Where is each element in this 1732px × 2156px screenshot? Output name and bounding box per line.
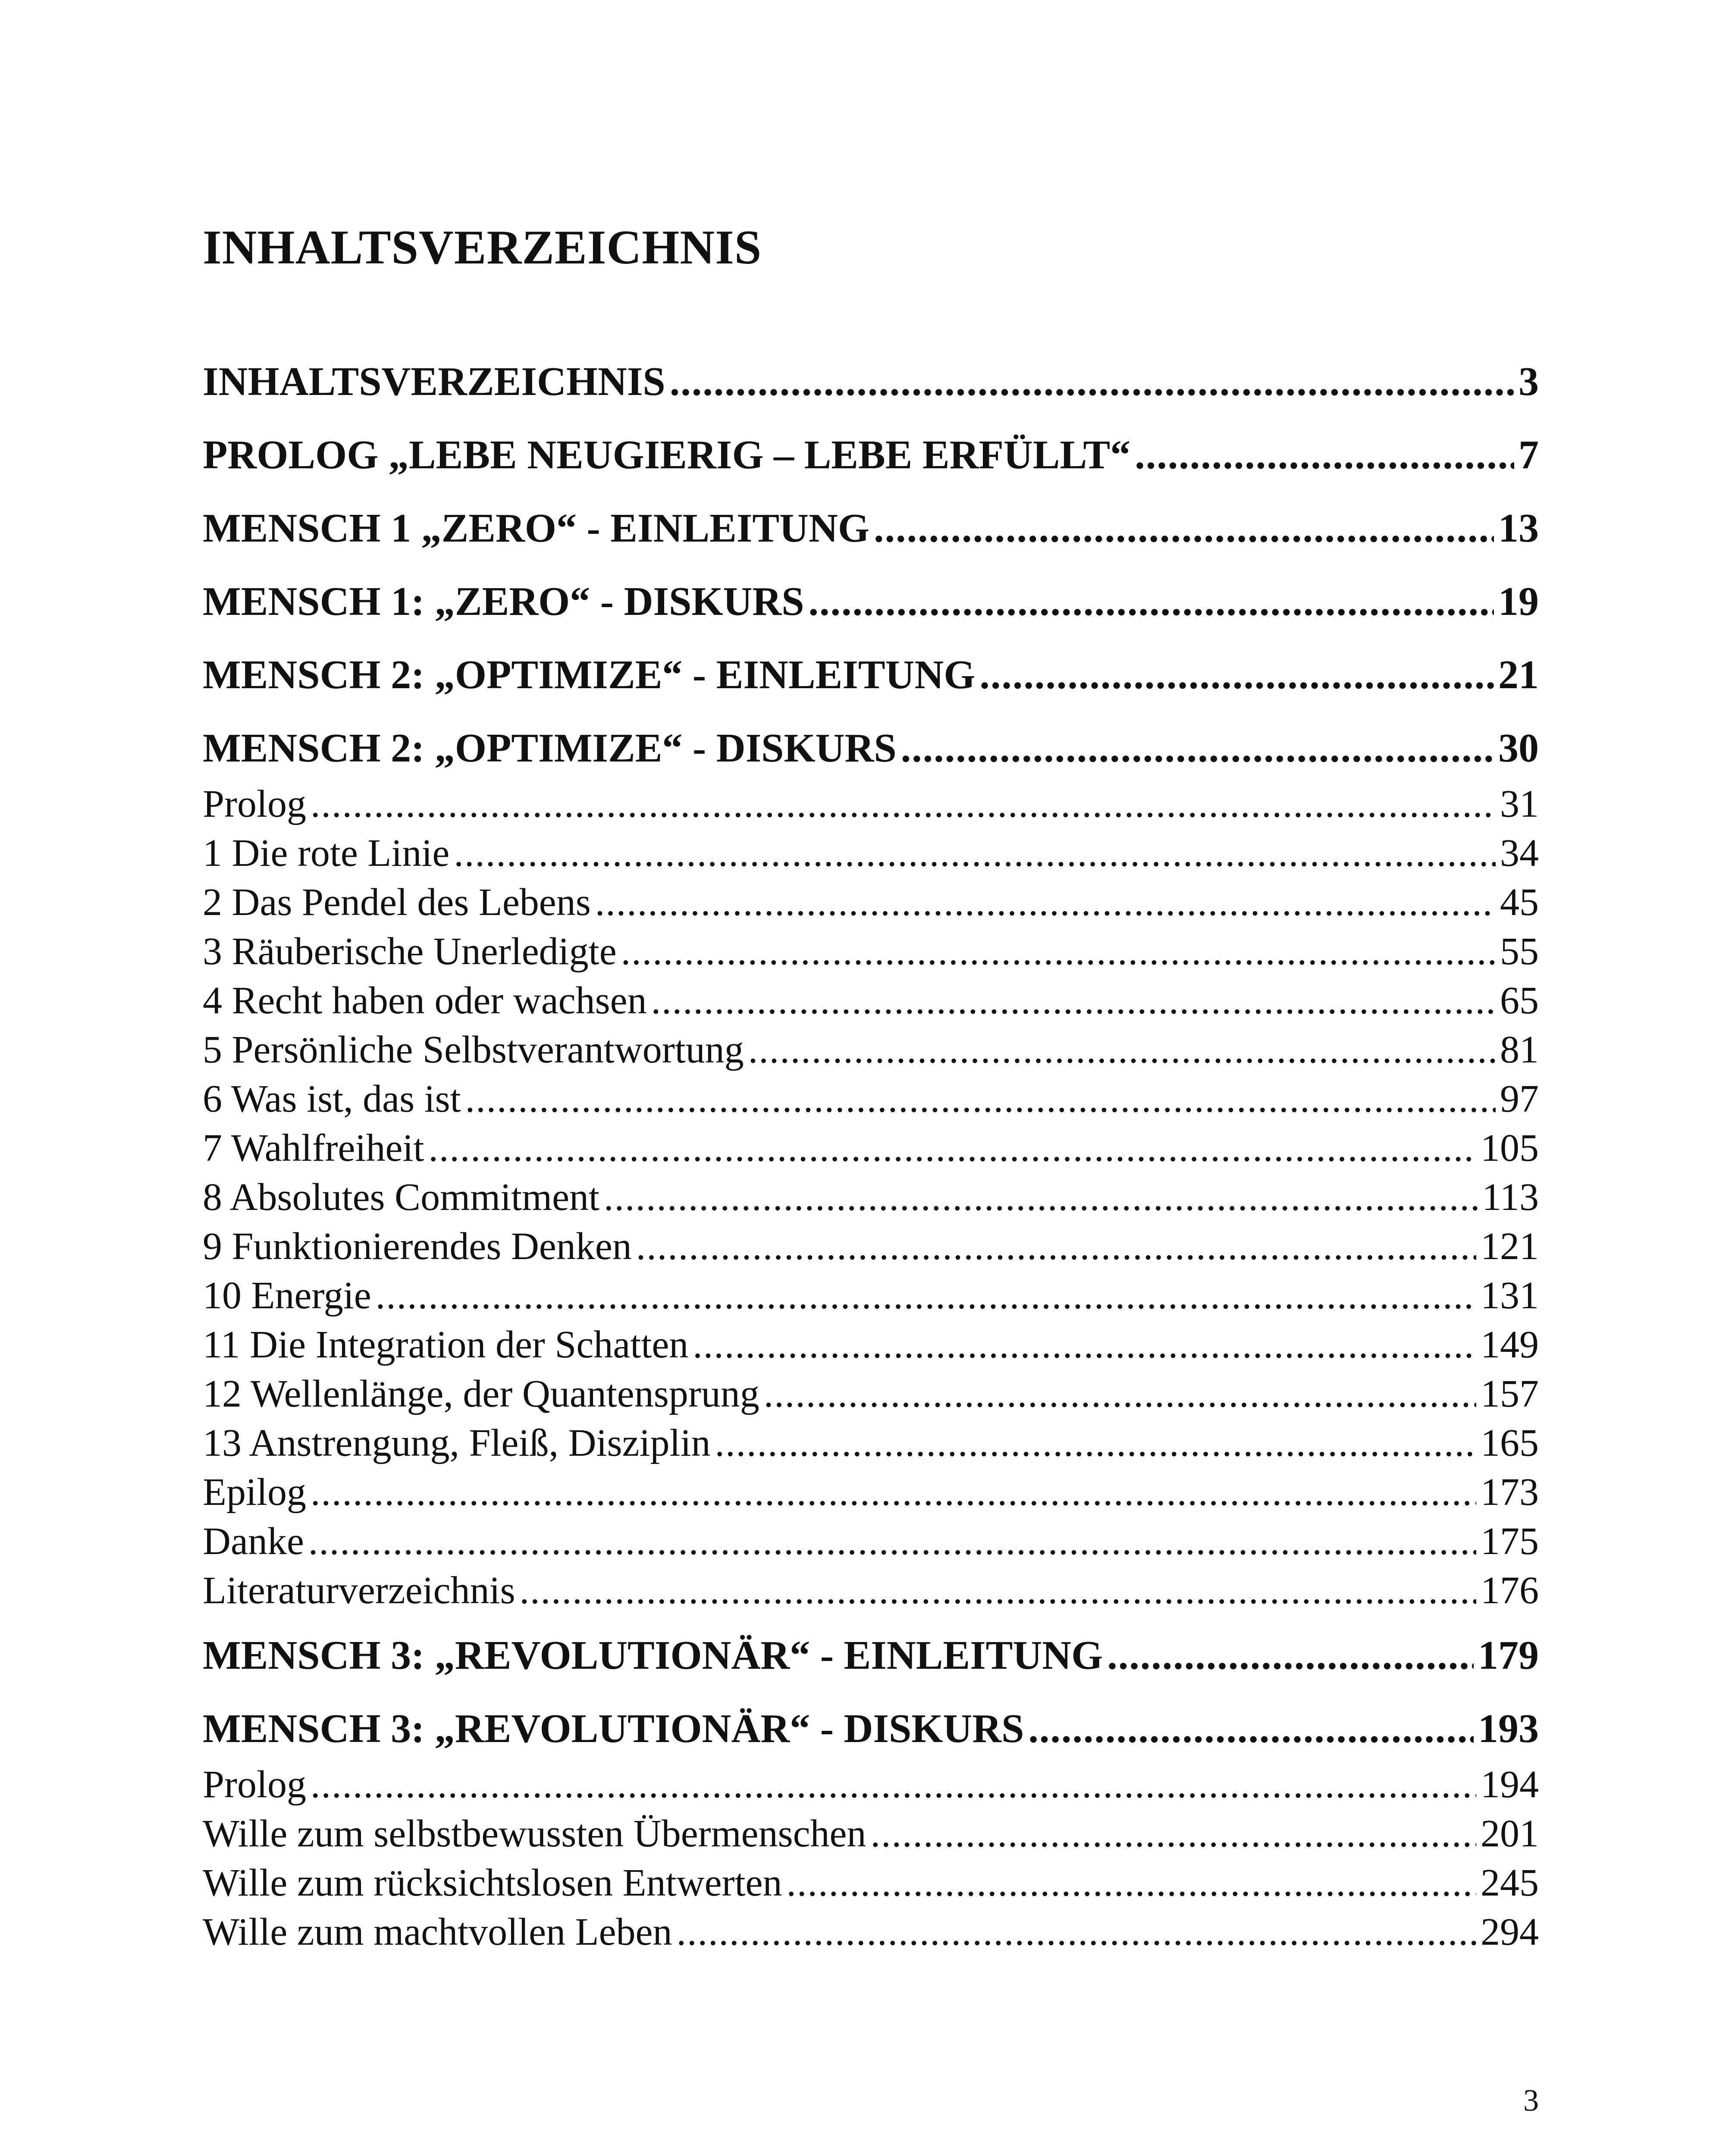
toc-chapter-entry xyxy=(203,418,1539,492)
toc-entry-label: MENSCH 1: „ZERO“ - DISKURS xyxy=(203,579,804,624)
toc-dot-leader xyxy=(764,1369,1476,1419)
toc-entry-page-number: 245 xyxy=(1481,1861,1539,1904)
toc-section-entry xyxy=(203,1320,1539,1369)
toc-dot-leader xyxy=(901,711,1494,785)
toc-entry-page-number: 21 xyxy=(1498,652,1539,697)
toc-dot-leader xyxy=(809,565,1494,638)
toc-chapter-entry xyxy=(203,565,1539,638)
toc-dot-leader xyxy=(465,1075,1496,1124)
toc-entry-page-number: 3 xyxy=(1519,359,1539,404)
toc-entry-label: Danke xyxy=(203,1520,304,1563)
toc-entry-page-number: 294 xyxy=(1481,1911,1539,1953)
toc-entry-label: 11 Die Integration der Schatten xyxy=(203,1323,689,1366)
toc-dot-leader xyxy=(979,638,1494,711)
toc-dot-leader xyxy=(715,1419,1476,1468)
toc-chapter-entry xyxy=(203,1692,1539,1765)
toc-dot-leader xyxy=(693,1320,1476,1369)
toc-dot-leader xyxy=(870,1809,1476,1858)
toc-dot-leader xyxy=(874,492,1494,565)
toc-dot-leader xyxy=(454,829,1496,878)
toc-entry-page-number: 149 xyxy=(1481,1323,1539,1366)
toc-dot-leader xyxy=(520,1566,1476,1615)
toc-section-entry xyxy=(203,1124,1539,1173)
toc-section-entry xyxy=(203,1809,1539,1858)
toc-section-entry xyxy=(203,1271,1539,1320)
toc-entry-label: 13 Anstrengung, Fleiß, Disziplin xyxy=(203,1422,711,1464)
toc-dot-leader xyxy=(787,1858,1477,1908)
toc-entry-label: 5 Persönliche Selbstverantwortung xyxy=(203,1028,744,1071)
toc-entry-page-number: 19 xyxy=(1498,579,1539,624)
toc-entry-page-number: 34 xyxy=(1500,832,1539,874)
table-of-contents xyxy=(203,345,1539,1957)
toc-section-entry xyxy=(203,1369,1539,1419)
toc-section-entry xyxy=(203,1075,1539,1124)
toc-dot-leader xyxy=(595,878,1496,927)
toc-section-entry xyxy=(203,1566,1539,1615)
toc-section-entry xyxy=(203,1222,1539,1271)
toc-entry-page-number: 121 xyxy=(1481,1225,1539,1268)
toc-entry-page-number: 31 xyxy=(1500,783,1539,825)
toc-section-entry xyxy=(203,1173,1539,1222)
toc-entry-label: 3 Räuberische Unerledigte xyxy=(203,930,617,973)
toc-dot-leader xyxy=(748,1025,1496,1075)
toc-dot-leader xyxy=(311,1760,1476,1809)
toc-dot-leader xyxy=(1028,1692,1474,1765)
toc-section-entry xyxy=(203,927,1539,976)
toc-entry-label: INHALTSVERZEICHNIS xyxy=(203,359,665,404)
toc-entry-label: 6 Was ist, das ist xyxy=(203,1078,461,1120)
toc-entry-page-number: 55 xyxy=(1500,930,1539,973)
toc-section-entry xyxy=(203,1858,1539,1908)
toc-entry-label: 7 Wahlfreiheit xyxy=(203,1127,424,1169)
toc-section-entry xyxy=(203,976,1539,1025)
toc-entry-page-number: 97 xyxy=(1500,1078,1539,1120)
toc-entry-label: PROLOG „LEBE NEUGIERIG – LEBE ERFÜLLT“ xyxy=(203,432,1131,477)
toc-entry-label: MENSCH 2: „OPTIMIZE“ - EINLEITUNG xyxy=(203,652,976,697)
toc-entry-label: MENSCH 3: „REVOLUTIONÄR“ - EINLEITUNG xyxy=(203,1633,1103,1678)
toc-entry-page-number: 175 xyxy=(1481,1520,1539,1563)
toc-entry-label: Prolog xyxy=(203,1763,307,1806)
toc-dot-leader xyxy=(670,345,1514,418)
toc-entry-page-number: 131 xyxy=(1481,1274,1539,1317)
toc-entry-label: 12 Wellenlänge, der Quantensprung xyxy=(203,1373,759,1415)
toc-entry-page-number: 30 xyxy=(1498,726,1539,771)
toc-entry-page-number: 105 xyxy=(1481,1127,1539,1169)
page-title: INHALTSVERZEICHNIS xyxy=(203,221,762,274)
toc-entry-label: MENSCH 2: „OPTIMIZE“ - DISKURS xyxy=(203,726,897,771)
toc-entry-label: Wille zum rücksichtslosen Entwerten xyxy=(203,1861,782,1904)
toc-entry-page-number: 179 xyxy=(1478,1633,1539,1678)
toc-section-entry xyxy=(203,1468,1539,1517)
toc-entry-label: 2 Das Pendel des Lebens xyxy=(203,881,591,924)
toc-entry-page-number: 173 xyxy=(1481,1471,1539,1514)
toc-entry-page-number: 157 xyxy=(1481,1373,1539,1415)
toc-dot-leader xyxy=(428,1124,1476,1173)
toc-entry-page-number: 165 xyxy=(1481,1422,1539,1464)
toc-entry-page-number: 45 xyxy=(1500,881,1539,924)
toc-chapter-entry xyxy=(203,1619,1539,1692)
toc-entry-label: Wille zum machtvollen Leben xyxy=(203,1911,672,1953)
toc-section-entry xyxy=(203,1025,1539,1075)
toc-chapter-entry xyxy=(203,492,1539,565)
toc-entry-page-number: 201 xyxy=(1481,1812,1539,1855)
toc-entry-page-number: 13 xyxy=(1498,506,1539,551)
toc-section-entry xyxy=(203,1760,1539,1809)
toc-entry-label: 10 Energie xyxy=(203,1274,371,1317)
toc-chapter-entry xyxy=(203,345,1539,418)
toc-section-entry xyxy=(203,878,1539,927)
toc-dot-leader xyxy=(636,1222,1476,1271)
toc-dot-leader xyxy=(308,1517,1476,1566)
toc-dot-leader xyxy=(604,1173,1478,1222)
toc-entry-page-number: 176 xyxy=(1481,1569,1539,1612)
toc-dot-leader xyxy=(676,1908,1476,1957)
toc-entry-label: Literaturverzeichnis xyxy=(203,1569,515,1612)
toc-entry-label: Wille zum selbstbewussten Übermenschen xyxy=(203,1812,866,1855)
toc-dot-leader xyxy=(651,976,1496,1025)
toc-dot-leader xyxy=(376,1271,1476,1320)
toc-dot-leader xyxy=(1107,1619,1474,1692)
toc-section-entry xyxy=(203,780,1539,829)
toc-entry-page-number: 113 xyxy=(1482,1176,1539,1219)
toc-entry-label: 9 Funktionierendes Denken xyxy=(203,1225,632,1268)
toc-entry-label: MENSCH 1 „ZERO“ - EINLEITUNG xyxy=(203,506,869,551)
toc-section-entry xyxy=(203,1419,1539,1468)
toc-section-entry xyxy=(203,1517,1539,1566)
toc-entry-label: Prolog xyxy=(203,783,307,825)
toc-dot-leader xyxy=(621,927,1496,976)
toc-entry-label: MENSCH 3: „REVOLUTIONÄR“ - DISKURS xyxy=(203,1706,1024,1751)
toc-chapter-entry xyxy=(203,711,1539,785)
toc-dot-leader xyxy=(311,1468,1476,1517)
toc-entry-page-number: 81 xyxy=(1500,1028,1539,1071)
toc-entry-label: Epilog xyxy=(203,1471,306,1514)
toc-entry-page-number: 193 xyxy=(1478,1706,1539,1751)
toc-section-entry xyxy=(203,1908,1539,1957)
toc-entry-page-number: 7 xyxy=(1519,432,1539,477)
toc-entry-page-number: 65 xyxy=(1500,979,1539,1022)
toc-entry-label: 8 Absolutes Commitment xyxy=(203,1176,600,1219)
page-number: 3 xyxy=(1523,2083,1539,2118)
toc-entry-page-number: 194 xyxy=(1481,1763,1539,1806)
toc-entry-label: 1 Die rote Linie xyxy=(203,832,450,874)
toc-section-entry xyxy=(203,829,1539,878)
toc-dot-leader xyxy=(1135,418,1514,492)
toc-dot-leader xyxy=(311,780,1496,829)
toc-chapter-entry xyxy=(203,638,1539,711)
toc-entry-label: 4 Recht haben oder wachsen xyxy=(203,979,647,1022)
